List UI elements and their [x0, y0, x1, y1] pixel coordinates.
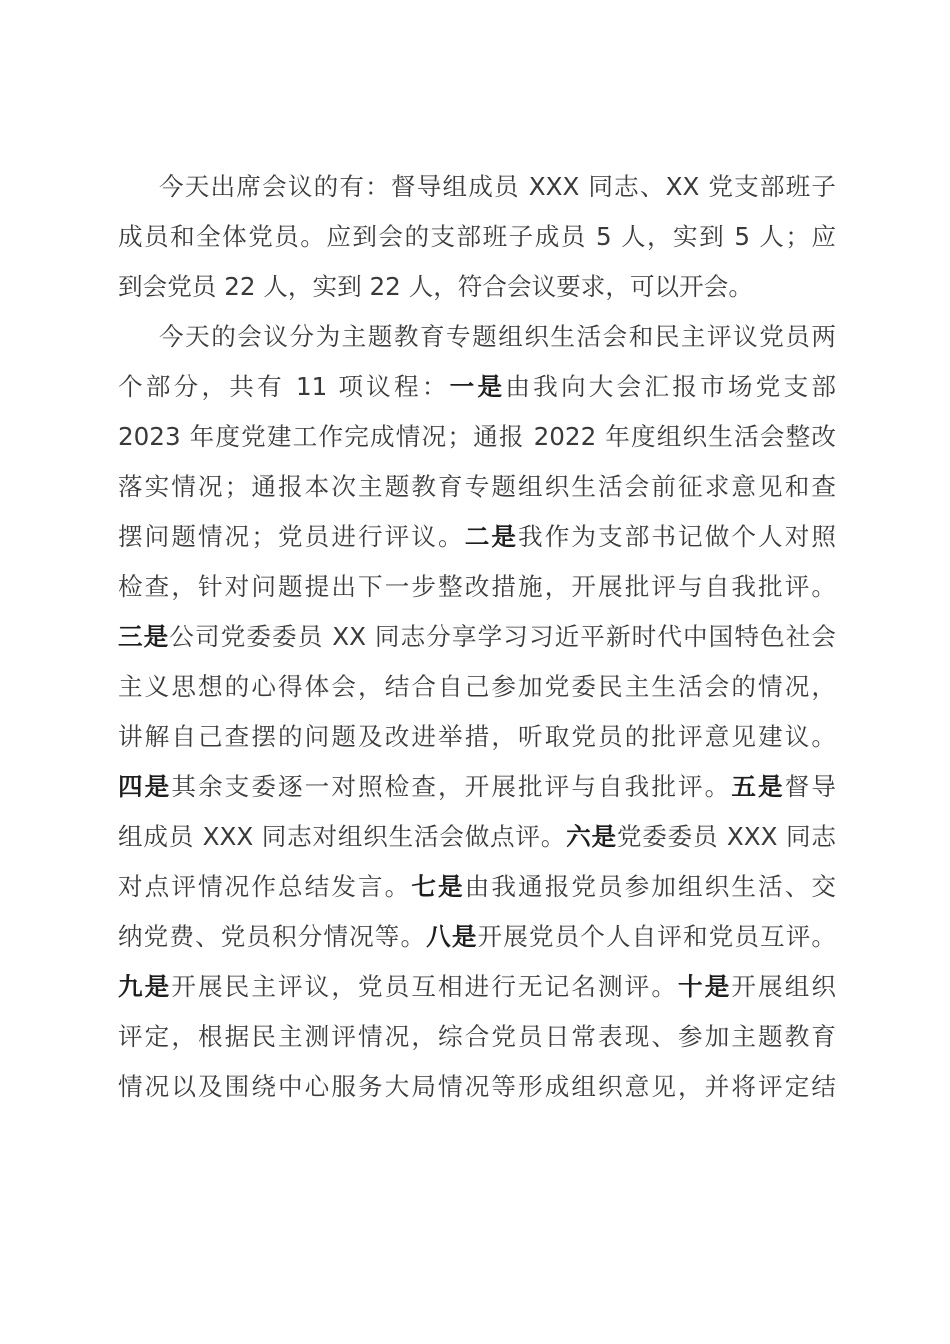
- agenda-item-6-label: 六是: [566, 822, 617, 851]
- agenda-item-10-text: 开展组织: [731, 972, 836, 1001]
- paragraph-1-line-1: 今天出席会议的有：督导组成员 XXX 同志、XX 党支部班子: [159, 172, 836, 201]
- agenda-item-2-text: 我作为支部书记做个人对照: [518, 522, 836, 551]
- paragraph-2-line-14: [118, 962, 836, 1012]
- paragraph-2-line-9: 讲解自己查摆的问题及改进举措，听取党员的批评意见建议。: [118, 722, 836, 751]
- agenda-item-1-label: 一是: [449, 372, 506, 401]
- agenda-item-8-text: 开展党员个人自评和党员互评。: [477, 922, 836, 951]
- paragraph-1-line-2: 成员和全体党员。应到会的支部班子成员 5 人，实到 5 人；应: [118, 222, 836, 251]
- paragraph-2-line-15: 评定，根据民主测评情况，综合党员日常表现、参加主题教育: [118, 1022, 836, 1051]
- agenda-item-5-text: 督导: [784, 772, 836, 801]
- agenda-item-5-label: 五是: [731, 772, 785, 801]
- paragraph-2-line-10: [118, 762, 836, 812]
- agenda-item-7-label: 七是: [411, 872, 465, 901]
- document-body: [118, 162, 836, 1112]
- agenda-item-1-text-end: 摆问题情况；党员进行评议。: [118, 522, 465, 551]
- paragraph-2-line-8: 主义思想的心得体会，结合自己参加党委民主生活会的情况，: [118, 672, 836, 701]
- agenda-item-8-label: 八是: [426, 922, 478, 951]
- paragraph-2-line-13: [118, 912, 836, 962]
- agenda-item-9-text: 开展民主评议，党员互相进行无记名测评。: [171, 972, 679, 1001]
- agenda-item-3-label: 三是: [118, 622, 170, 651]
- agenda-item-3-text: 公司党委委员 XX 同志分享学习习近平新时代中国特色社会: [169, 622, 836, 651]
- paragraph-2-line-3: 2023 年度党建工作完成情况；通报 2022 年度组织生活会整改: [118, 422, 836, 451]
- agenda-item-2-label: 二是: [464, 522, 519, 551]
- agenda-item-4-text: 其余支委逐一对照检查，开展批评与自我批评。: [171, 772, 732, 801]
- agenda-item-5-text-end: 组成员 XXX 同志对组织生活会做点评。: [118, 822, 567, 851]
- paragraph-2-line-4: 落实情况；通报本次主题教育专题组织生活会前征求意见和查: [118, 472, 836, 501]
- agenda-item-6-text: 党委委员 XXX 同志: [616, 822, 836, 851]
- agenda-item-6-text-end: 对点评情况作总结发言。: [118, 872, 412, 901]
- paragraph-2-line-6: 检查，针对问题提出下一步整改措施，开展批评与自我批评。: [118, 572, 836, 601]
- paragraph-1-line-3: 到会党员 22 人，实到 22 人，符合会议要求，可以开会。: [118, 272, 753, 301]
- paragraph-2-line-11: [118, 812, 836, 862]
- paragraph-2-line-12: [118, 862, 836, 912]
- paragraph-2-line-5: [118, 512, 836, 562]
- agenda-item-1-text: 由我向大会汇报市场党支部: [505, 372, 836, 401]
- agenda-item-10-label: 十是: [678, 972, 732, 1001]
- agenda-item-9-label: 九是: [118, 972, 172, 1001]
- paragraph-2-line-2: [118, 362, 836, 412]
- paragraph-2-line-7: [118, 612, 836, 662]
- paragraph-2-line-16: 情况以及围绕中心服务大局情况等形成组织意见，并将评定结: [118, 1072, 836, 1101]
- agenda-intro-text: 个部分，共有 11 项议程：: [118, 372, 450, 401]
- agenda-item-4-label: 四是: [118, 772, 172, 801]
- paragraph-2-line-1: 今天的会议分为主题教育专题组织生活会和民主评议党员两: [159, 322, 836, 351]
- agenda-item-7-text: 由我通报党员参加组织生活、交: [464, 872, 836, 901]
- agenda-item-7-text-end: 纳党费、党员积分情况等。: [118, 922, 427, 951]
